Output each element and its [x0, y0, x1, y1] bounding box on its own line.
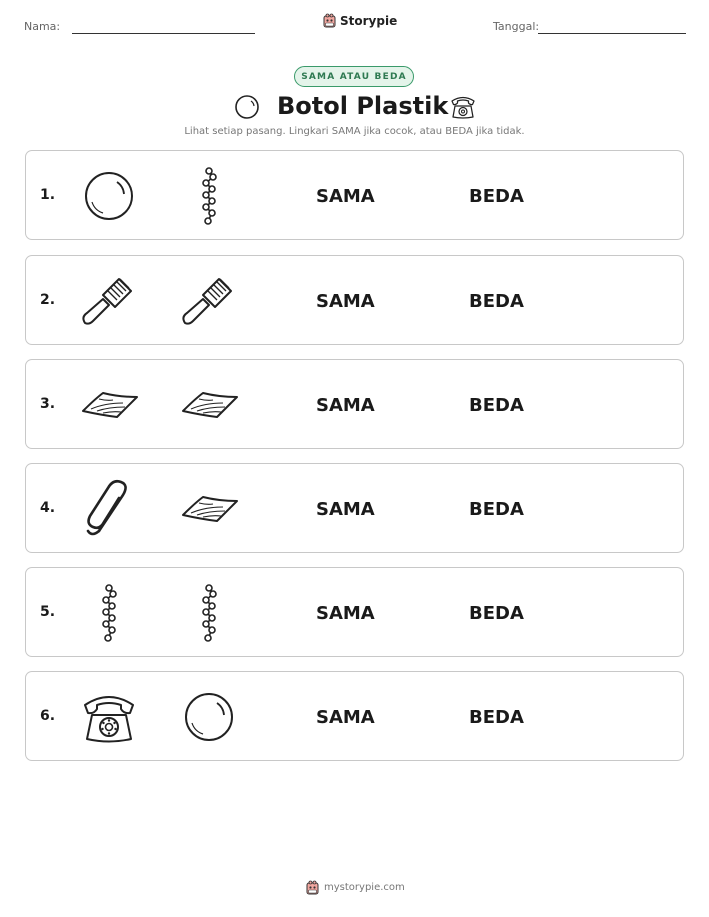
- cloth-icon: [179, 479, 239, 539]
- storypie-mascot-icon: [323, 13, 336, 28]
- bubble-icon: [233, 94, 261, 120]
- question-row-3: [25, 359, 684, 449]
- question-number: 5.: [40, 604, 56, 620]
- question-row-5: [25, 567, 684, 657]
- paperclip-icon: [79, 479, 139, 539]
- question-number: 1.: [40, 187, 56, 203]
- molecule-chain-icon: [79, 583, 139, 643]
- date-field[interactable]: [538, 33, 686, 34]
- telephone-icon: [79, 687, 139, 747]
- name-field[interactable]: [72, 33, 255, 34]
- different-option[interactable]: BEDA: [469, 291, 524, 312]
- worksheet-title: Botol Plastik: [277, 92, 449, 120]
- name-label: Nama:: [24, 20, 61, 33]
- different-option[interactable]: BEDA: [469, 395, 524, 416]
- different-option[interactable]: BEDA: [469, 707, 524, 728]
- activity-badge: SAMA ATAU BEDA: [294, 66, 414, 87]
- question-number: 2.: [40, 292, 56, 308]
- same-option[interactable]: SAMA: [316, 603, 375, 624]
- same-option[interactable]: SAMA: [316, 291, 375, 312]
- question-row-2: [25, 255, 684, 345]
- footer: [306, 880, 405, 895]
- different-option[interactable]: BEDA: [469, 186, 524, 207]
- comb-icon: [79, 271, 139, 331]
- question-number: 4.: [40, 500, 56, 516]
- molecule-chain-icon: [179, 583, 239, 643]
- cloth-icon: [179, 375, 239, 435]
- storypie-mascot-icon: [306, 880, 319, 895]
- bubble-icon: [79, 166, 139, 226]
- same-option[interactable]: SAMA: [316, 186, 375, 207]
- brand-name: Storypie: [340, 13, 398, 28]
- same-option[interactable]: SAMA: [316, 499, 375, 520]
- brand-logo: [323, 13, 397, 28]
- footer-site: mystorypie.com: [324, 882, 405, 893]
- same-option[interactable]: SAMA: [316, 707, 375, 728]
- bubble-icon: [179, 687, 239, 747]
- cloth-icon: [79, 375, 139, 435]
- question-row-4: [25, 463, 684, 553]
- instructions: Lihat setiap pasang. Lingkari SAMA jika cocok, atau BEDA jika tidak.: [184, 126, 525, 137]
- comb-icon: [179, 271, 239, 331]
- question-row-6: [25, 671, 684, 761]
- telephone-icon: [448, 92, 478, 122]
- question-row-1: [25, 150, 684, 240]
- date-label: Tanggal:: [493, 20, 540, 33]
- question-number: 6.: [40, 708, 56, 724]
- molecule-chain-icon: [179, 166, 239, 226]
- different-option[interactable]: BEDA: [469, 499, 524, 520]
- question-number: 3.: [40, 396, 56, 412]
- same-option[interactable]: SAMA: [316, 395, 375, 416]
- different-option[interactable]: BEDA: [469, 603, 524, 624]
